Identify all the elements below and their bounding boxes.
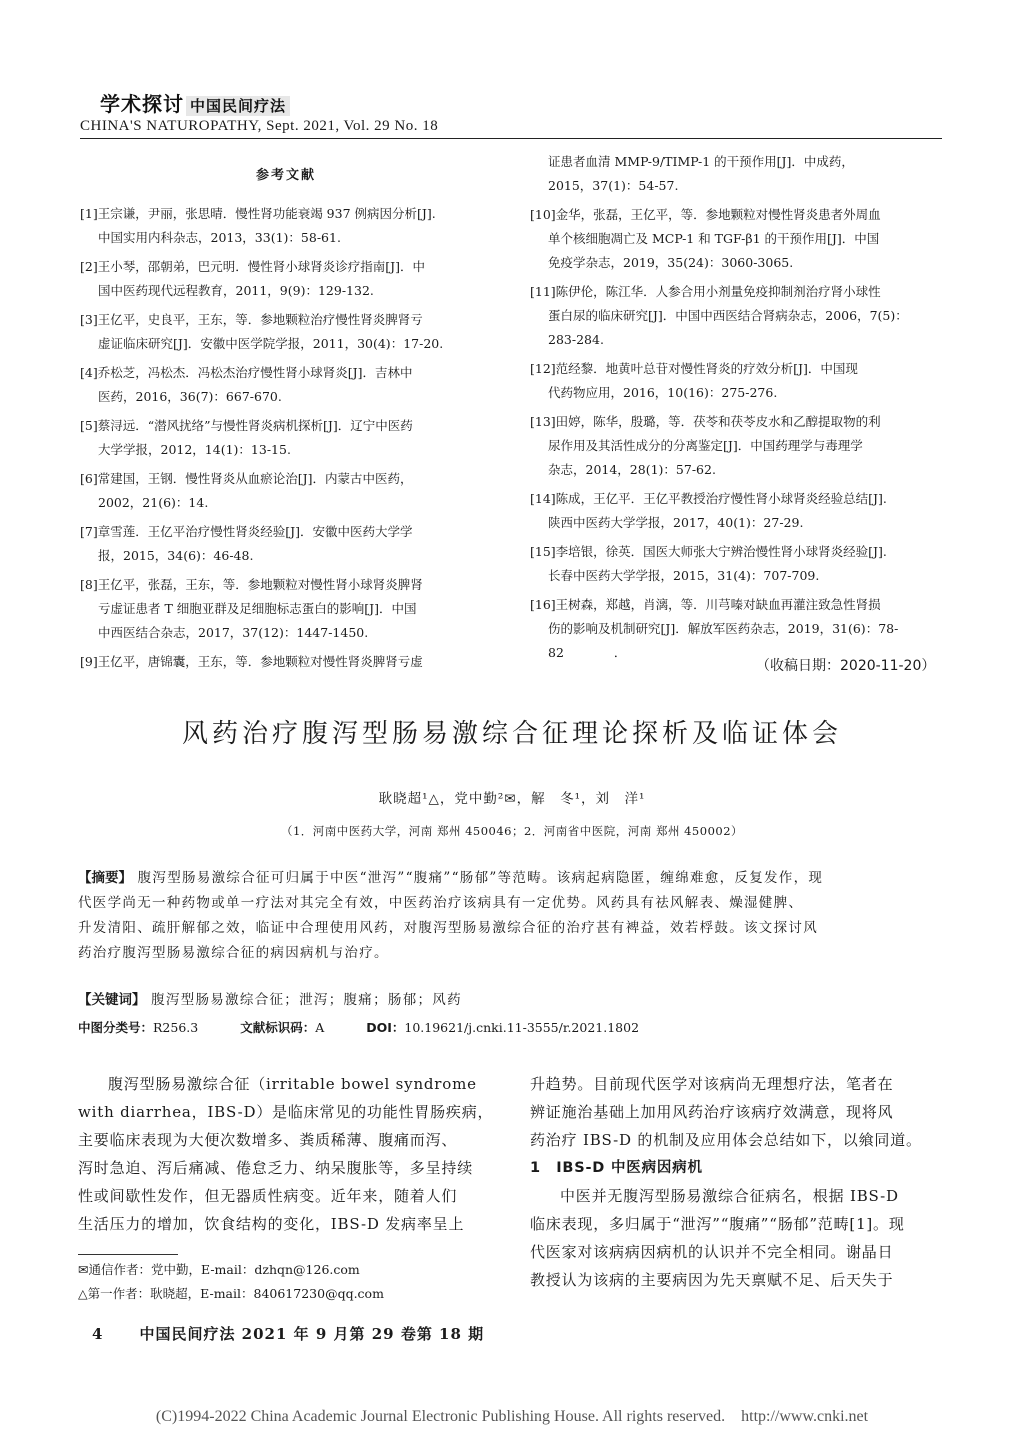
keywords bbox=[78, 988, 462, 1008]
reference-line: [13]田婷，陈华，殷璐，等．茯苓和茯苓皮水和乙醇提取物的利 bbox=[530, 414, 881, 429]
keywords-label: 【关键词】 bbox=[78, 992, 146, 1008]
body-line: 生活压力的增加，饮食结构的变化，IBS-D 发病率呈上 bbox=[78, 1215, 465, 1233]
reference-line: [14]陈成，王亿平．王亿平教授治疗慢性肾小球肾炎经验总结[J]. bbox=[530, 491, 887, 506]
abstract bbox=[78, 866, 946, 966]
class-value: R256.3 bbox=[153, 1020, 199, 1035]
body-line: 代医家对该病病因病机的认识并不完全相同。谢晶日 bbox=[530, 1243, 894, 1261]
reference-line: [4]乔松芝，冯松杰．冯松杰治疗慢性肾小球肾炎[J]．吉林中 bbox=[80, 365, 413, 380]
reference-line: 国中医药现代远程教育，2011，9(9)：129-132. bbox=[98, 283, 374, 298]
reference-line: 杂志，2014，28(1)：57-62. bbox=[548, 462, 716, 477]
page-number: 4 bbox=[92, 1325, 104, 1343]
reference-line: [1]王宗谦，尹丽，张思晴．慢性肾功能衰竭 937 例病因分析[J]. bbox=[80, 206, 436, 221]
body-left-column bbox=[78, 1070, 493, 1238]
reference-line: 免疫学杂志，2019，35(24)：3060-3065. bbox=[548, 255, 794, 270]
reference-item bbox=[80, 202, 436, 250]
author-affiliations: （1．河南中医药大学，河南 郑州 450046；2．河南省中医院，河南 郑州 450002） bbox=[280, 824, 744, 838]
reference-line: 代药物应用，2016，10(16)：275-276. bbox=[548, 385, 778, 400]
abstract-line: 代医学尚无一种药物或单一疗法对其完全有效，中医药治疗该病具有一定优势。风药具有祛风解表、燥湿健脾、 bbox=[78, 895, 804, 911]
copyright-notice: (C)1994-2022 China Academic Journal Electronic Publishing House. All rights reserved. http://www.cnki.net bbox=[155, 1408, 869, 1425]
reference-line: 虚证临床研究[J]．安徽中医学院学报，2011，30(4)：17-20. bbox=[98, 336, 444, 351]
reference-item bbox=[80, 650, 423, 674]
article-authors: 耿晓超¹△，党中勤²✉，解 冬¹，刘 洋¹ bbox=[378, 791, 646, 807]
reference-line: [5]蔡浔远．“潜风扰络”与慢性肾炎病机探析[J]．辽宁中医药 bbox=[80, 418, 413, 433]
reference-item bbox=[530, 357, 858, 405]
doc-code-value: A bbox=[315, 1020, 325, 1035]
reference-line: 283-284. bbox=[548, 332, 604, 347]
reference-line: 伤的影响及机制研究[J]．解放军医药杂志，2019，31(6)：78- bbox=[548, 621, 899, 636]
abstract-line: 药治疗腹泻型肠易激综合征的病因病机与治疗。 bbox=[78, 945, 389, 961]
reference-line: 医药，2016，36(7)：667-670. bbox=[98, 389, 282, 404]
article-title: 风药治疗腹泻型肠易激综合征理论探析及临证体会 bbox=[181, 719, 842, 749]
reference-item bbox=[80, 467, 412, 515]
body-line: 主要临床表现为大便次数增多、粪质稀薄、腹痛而泻、 bbox=[78, 1131, 458, 1149]
body-line: 辨证施治基础上加用风药治疗该病疗效满意，现将风 bbox=[530, 1103, 894, 1121]
footnote-corresponding: ✉通信作者：党中勤，E-mail：dzhqn@126.com bbox=[78, 1262, 360, 1277]
journal-citation: CHINA'S NATUROPATHY, Sept. 2021, Vol. 29 No. 18 bbox=[80, 118, 439, 134]
abstract-label: 【摘要】 bbox=[78, 870, 132, 886]
reference-line: 2002，21(6)：14. bbox=[98, 495, 209, 510]
reference-line: 2015，37(1)：54-57. bbox=[548, 178, 679, 193]
reference-line: 陕西中医药大学学报，2017，40(1)：27-29. bbox=[548, 515, 804, 530]
keywords-text: 腹泻型肠易激综合征；泄泻；腹痛；肠郁；风药 bbox=[151, 992, 462, 1008]
classification-line bbox=[78, 1018, 677, 1036]
reference-line: [8]王亿平，张磊，王东，等．参地颗粒对慢性肾小球肾炎脾肾 bbox=[80, 577, 423, 592]
body-line: 升趋势。目前现代医学对该病尚无理想疗法，笔者在 bbox=[530, 1075, 894, 1093]
page-footer bbox=[92, 1323, 484, 1344]
reference-line: 亏虚证患者 T 细胞亚群及足细胞标志蛋白的影响[J]．中国 bbox=[98, 601, 417, 616]
reference-item bbox=[80, 361, 412, 409]
reference-line: 82 ． bbox=[548, 645, 627, 660]
reference-item bbox=[530, 487, 887, 535]
reference-line: 中国实用内科杂志，2013，33(1)：58-61. bbox=[98, 230, 341, 245]
doc-code-label: 文献标识码： bbox=[240, 1020, 316, 1035]
reference-line: 证患者血清 MMP-9/TIMP-1 的干预作用[J]．中成药， bbox=[548, 154, 854, 169]
reference-line: 蛋白尿的临床研究[J]．中国中西医结合肾病杂志，2006，7(5)： bbox=[548, 308, 908, 323]
reference-line: [12]范经黎．地黄叶总苷对慢性肾炎的疗效分析[J]．中国现 bbox=[530, 361, 858, 376]
received-date: （收稿日期：2020-11-20） bbox=[756, 658, 936, 674]
reference-line: [7]章雪莲．王亿平治疗慢性肾炎经验[J]．安徽中医药大学学 bbox=[80, 524, 413, 539]
reference-line: 单个核细胞凋亡及 MCP-1 和 TGF-β1 的干预作用[J]．中国 bbox=[548, 231, 880, 246]
journal-name: 中国民间疗法 bbox=[186, 96, 290, 116]
section-header bbox=[100, 88, 290, 117]
reference-line: [10]金华，张磊，王亿平，等．参地颗粒对慢性肾炎患者外周血 bbox=[530, 207, 881, 222]
reference-continuation bbox=[530, 150, 854, 198]
reference-line: [16]王树森，郑越，肖漓，等．川芎嗪对缺血再灌注致急性肾损 bbox=[530, 597, 881, 612]
reference-item bbox=[530, 280, 908, 352]
issue-info: 中国民间疗法 2021 年 9 月第 29 卷第 18 期 bbox=[139, 1325, 485, 1343]
reference-line: [15]李培银，徐英．国医大师张大宁辨治慢性肾小球肾炎经验[J]. bbox=[530, 544, 887, 559]
body-line: with diarrhea，IBS-D）是临床常见的功能性胃肠疾病， bbox=[78, 1103, 494, 1121]
reference-item bbox=[80, 520, 412, 568]
doi-label: DOI： bbox=[366, 1020, 405, 1035]
body-line: 泻时急迫、泻后痛减、倦怠乏力、纳呆腹胀等，多呈持续 bbox=[78, 1159, 474, 1177]
reference-item bbox=[80, 573, 423, 645]
abstract-line: 升发清阳、疏肝解郁之效，临证中合理使用风药，对腹泻型肠易激综合征的治疗甚有裨益，效若桴鼓。该文探讨风 bbox=[78, 920, 818, 936]
reference-line: 大学学报，2012，14(1)：13-15. bbox=[98, 442, 291, 457]
doi-value: 10.19621/j.cnki.11-3555/r.2021.1802 bbox=[404, 1020, 640, 1035]
body-line: 腹泻型肠易激综合征（irritable bowel syndrome bbox=[108, 1075, 477, 1093]
reference-item bbox=[530, 410, 881, 482]
reference-item bbox=[530, 540, 887, 588]
footnote-first-author: △第一作者：耿晓超，E-mail：840617230@qq.com bbox=[78, 1286, 384, 1301]
reference-item bbox=[80, 414, 413, 462]
body-line: 中医并无腹泻型肠易激综合征病名，根据 IBS-D bbox=[560, 1187, 899, 1205]
reference-line: [2]王小琴，邵朝弟，巴元明．慢性肾小球肾炎诊疗指南[J]．中 bbox=[80, 259, 425, 274]
section-label: 学术探讨 bbox=[100, 92, 184, 116]
reference-line: 中西医结合杂志，2017，37(12)：1447-1450. bbox=[98, 625, 369, 640]
body-line: 临床表现，多归属于“泄泻”“腹痛”“肠郁”范畴[1]。现 bbox=[530, 1215, 905, 1233]
abstract-line: 腹泻型肠易激综合征可归属于中医“泄泻”“腹痛”“肠郁”等范畴。该病起病隐匿，缠绵难愈，反复发作，现 bbox=[137, 870, 824, 886]
reference-item bbox=[80, 255, 425, 303]
body-line: 性或间歇性发作，但无器质性病变。近年来，随着人们 bbox=[78, 1187, 458, 1205]
reference-item bbox=[530, 203, 881, 275]
body-right-column bbox=[530, 1070, 922, 1294]
reference-line: [3]王亿平，史良平，王东，等．参地颗粒治疗慢性肾炎脾肾亏 bbox=[80, 312, 423, 327]
references-title: 参考文献 bbox=[256, 168, 317, 183]
header-divider bbox=[80, 138, 942, 139]
footnote-divider bbox=[78, 1254, 178, 1255]
reference-line: 报，2015，34(6)：46-48. bbox=[98, 548, 254, 563]
section-heading: 1 IBS-D 中医病因病机 bbox=[530, 1160, 703, 1176]
reference-line: [11]陈伊伦，陈江华．人参合用小剂量免疫抑制剂治疗肾小球性 bbox=[530, 284, 881, 299]
reference-line: 尿作用及其活性成分的分离鉴定[J]．中国药理学与毒理学 bbox=[548, 438, 863, 453]
class-label: 中图分类号： bbox=[78, 1020, 154, 1035]
reference-item bbox=[80, 308, 443, 356]
body-line: 教授认为该病的主要病因为先天禀赋不足、后天失于 bbox=[530, 1271, 894, 1289]
reference-line: [9]王亿平，唐锦囊，王东，等．参地颗粒对慢性肾炎脾肾亏虚 bbox=[80, 654, 423, 669]
body-line: 药治疗 IBS-D 的机制及应用体会总结如下，以飨同道。 bbox=[530, 1131, 922, 1149]
reference-line: 长春中医药大学学报，2015，31(4)：707-709. bbox=[548, 568, 820, 583]
reference-line: [6]常建国，王钢．慢性肾炎从血瘀论治[J]．内蒙古中医药， bbox=[80, 471, 413, 486]
